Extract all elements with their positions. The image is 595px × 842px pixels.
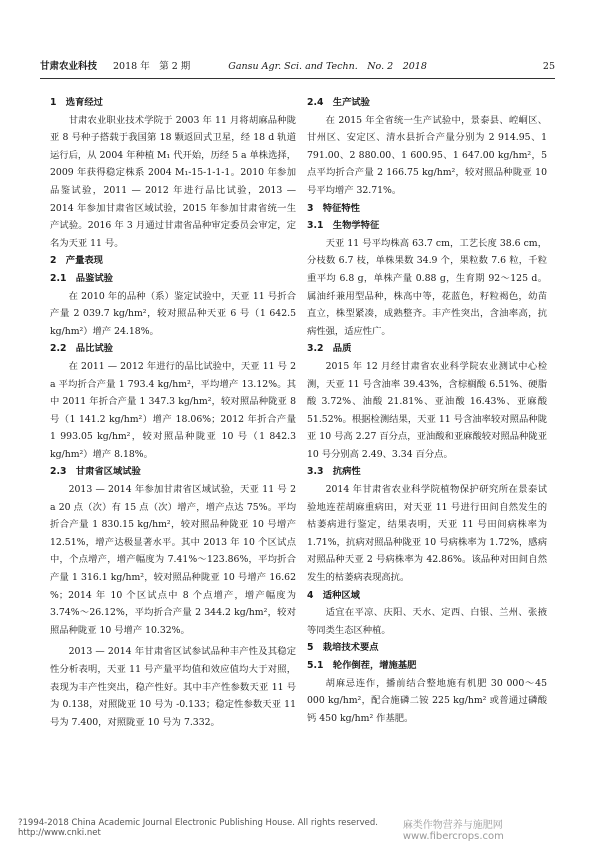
page-footer bbox=[18, 816, 577, 842]
right-column bbox=[307, 94, 547, 727]
site-watermark: 麻类作物营养与施肥网 www.fibercrops.com bbox=[402, 820, 504, 842]
paragraph: 2014 年甘肃省农业科学院植物保护研究所在景泰试验地连茬胡麻重病田，对天亚 11 号进行田间自然发生的枯萎病进行鉴定，结果表明，天亚 11 号田间病株率为 1.71%，抗病对照品种陇亚 10 号病株率为 1.72%，感病对照品种天亚 2 号病株率为 42.86%。该品种对田间自然发生的枯萎病表现高抗。 bbox=[307, 484, 547, 584]
paragraph: 甘肃农业职业技术学院于 2003 年 11 月将胡麻品种陇亚 8 号种子搭载于我国第 18 颗返回式卫星，经 18 d 轨道运行后，从 2004 年种植 M₁ 代开始，历经 5 a 单株选择，2009 年获得稳定株系 2004 M₁-15-1-1-1。2010 年参加品鉴试验，2011 — 2012 年进行品比试验，2013 — 2014 年参加甘肃省区域试验，2015 年参加甘肃省统一生产试验。2016 年 3 月通过甘肃省品种审定委员会审定，定名为天亚 11 号。 bbox=[50, 114, 296, 249]
copyright-notice: ?1994-2018 China Academic Journal Electronic Publishing House. All rights reserved. http://www.cnki.net bbox=[18, 818, 387, 838]
header-rule bbox=[40, 78, 555, 79]
paragraph: 在 2015 年全省统一生产试验中，景泰县、崆峒区、甘州区、安定区、清水县折合产量分别为 2 914.95、1 791.00、2 880.00、1 600.95、1 647.00 kg/hm²，5 点平均折合产量 2 166.75 kg/hm²，较对照品种陇亚 10 号平均增产 32.71%。 bbox=[307, 114, 547, 196]
subsection-heading: 2.1 品鉴试验 bbox=[50, 272, 113, 284]
subsection-heading: 3.2 品质 bbox=[307, 343, 352, 355]
subsection-heading: 2.3 甘肃省区域试验 bbox=[50, 466, 141, 478]
issue-info: 2018 年 第 2 期 bbox=[113, 61, 191, 72]
section-heading: 2 产量表现 bbox=[50, 255, 103, 267]
left-column bbox=[50, 94, 296, 731]
section-heading: 3 特征特性 bbox=[307, 202, 360, 214]
subsection-heading: 2.4 生产试验 bbox=[307, 97, 370, 108]
running-header bbox=[40, 58, 555, 74]
section-heading: 4 适种区域 bbox=[307, 589, 360, 601]
section-heading: 5 栽培技术要点 bbox=[307, 642, 379, 654]
subsection-heading: 5.1 轮作倒茬，增施基肥 bbox=[307, 660, 417, 671]
paragraph: 在 2010 年的品种（系）鉴定试验中，天亚 11 号折合产量 2 039.7 kg/hm²，较对照品种天亚 6 号（1 642.5 kg/hm²）增产 24.18%。 bbox=[50, 290, 296, 337]
journal-name: 甘肃农业科技 bbox=[40, 61, 98, 72]
paragraph: 2013 — 2014 年甘肃省区试参试品种丰产性及其稳定性分析表明，天亚 11 号产量平均值和效应值均大于对照，表现为丰产性突出，稳产性好。其中丰产性参数天亚 11 号为 0.138，对照陇亚 10 号为 -0.133；稳定性参数天亚 11 号为 7.400，对照陇亚 10 号为 7.332。 bbox=[50, 646, 296, 728]
subsection-heading: 2.2 品比试验 bbox=[50, 343, 113, 355]
paragraph: 2013 — 2014 年参加甘肃省区域试验，天亚 11 号 2 a 20 点（次）有 15 点（次）增产，增产点达 75%。平均折合产量 1 830.15 kg/hm²，较对照品种陇亚 10 号增产 12.51%，增产达极显著水平。其中 2013 年 10 个区试点中，个点增产，增产幅度为 7.41%～123.86%，平均折合产量 1 316.1 kg/hm²，较对照品种陇亚 10 号增产 16.62 %；2014 年 10 个区试点中 8 个点增产，增产幅度为 3.74%～26.12%，平均折合产量 2 344.2 kg/hm²，较对照品种陇亚 10 号增产 10.32%。 bbox=[50, 484, 296, 636]
paragraph: 适宜在平凉、庆阳、天水、定西、白银、兰州、张掖等同类生态区种植。 bbox=[307, 607, 547, 636]
paragraph: 天亚 11 号平均株高 63.7 cm，工艺长度 38.6 cm，分枝数 6.7 枝，单株果数 34.9 个，果粒数 7.6 粒，千粒重平均 6.8 g，单株产量 0.88 g，生育期 92～125 d。属油纤兼用型品种，株高中等，花蓝色，籽粒褐色，幼苗直立，株型紧凑，成熟整齐。丰产性突出，含油率高，抗病性强，适应性广。 bbox=[307, 237, 547, 337]
page-number: 25 bbox=[542, 61, 555, 72]
journal-name-en: Gansu Agr. Sci. and Techn. No. 2 2018 bbox=[228, 61, 427, 72]
paragraph: 在 2011 — 2012 年进行的品比试验中，天亚 11 号 2 a 平均折合产量 1 793.4 kg/hm²，平均增产 13.12%。其中 2011 年折合产量 1 347.3 kg/hm²，较对照品种陇亚 8 号（1 141.2 kg/hm²）增产 18.06%；2012 年折合产量 1 993.05 kg/hm²，较对照品种陇亚 10 号（1 842.3 kg/hm²）增产 8.18%。 bbox=[50, 360, 296, 460]
section-heading: 1 选育经过 bbox=[50, 97, 103, 108]
subsection-heading: 3.1 生物学特征 bbox=[307, 220, 380, 232]
paragraph: 2015 年 12 月经甘肃省农业科学院农业测试中心检测，天亚 11 号含油率 39.43%，含棕榈酸 6.51%、硬脂酸 3.72%、油酸 21.81%、亚油酸 16.43%、亚麻酸 51.52%。根据检测结果，天亚 11 号含油率较对照品种陇亚 10 号高 2.27 百分点，亚油酸和亚麻酸较对照品种陇亚 10 号分别高 2.49、3.34 百分点。 bbox=[307, 360, 547, 460]
subsection-heading: 3.3 抗病性 bbox=[307, 466, 361, 478]
paragraph: 胡麻忌连作，播前结合整地施有机肥 30 000～45 000 kg/hm²，配合施磷二铵 225 kg/hm² 或普通过磷酸钙 450 kg/hm² 作基肥。 bbox=[307, 677, 547, 724]
